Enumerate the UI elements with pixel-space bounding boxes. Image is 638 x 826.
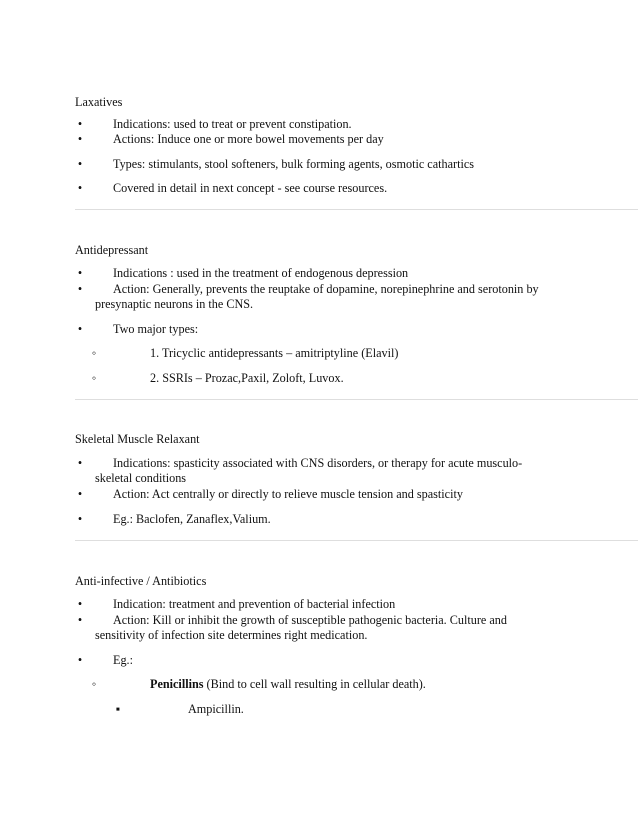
list-item-text: Two major types: <box>113 322 199 336</box>
list-item-text: Indication: treatment and prevention of bacterial infection <box>113 597 396 611</box>
list-item-text: Action: Act centrally or directly to relieve muscle tension and spasticity <box>113 487 463 501</box>
section-divider <box>75 399 638 400</box>
drug-class-penicillins: Penicillins <box>150 677 204 691</box>
list-item-text: Action: Kill or inhibit the growth of susceptible pathogenic bacteria. Culture and <box>113 613 507 627</box>
section-title-antidepressant: Antidepressant <box>75 243 149 257</box>
section-title-laxatives: Laxatives <box>75 95 123 109</box>
square-bullet-icon: ▪ <box>115 702 121 716</box>
drug-class-description: (Bind to cell wall resulting in cellular death). <box>203 677 426 691</box>
list-item-text: Indications : used in the treatment of endogenous depression <box>113 266 409 280</box>
list-item-text: Indications: used to treat or prevent constipation. <box>113 117 352 131</box>
list-item-text: Eg.: <box>113 653 133 667</box>
bullet-icon: • <box>77 613 83 627</box>
list-item-text: Eg.: Baclofen, Zanaflex,Valium. <box>113 512 271 526</box>
bullet-icon: • <box>77 322 83 336</box>
bullet-icon: • <box>77 157 83 171</box>
list-item-text: Ampicillin. <box>188 702 244 716</box>
bullet-icon: • <box>77 117 83 131</box>
list-item-text: sensitivity of infection site determines right medication. <box>95 628 368 642</box>
bullet-icon: • <box>77 282 83 296</box>
list-item-text: 1. Tricyclic antidepressants – amitriptyline (Elavil) <box>150 346 399 360</box>
bullet-icon: • <box>77 597 83 611</box>
list-item-text: Indications: spasticity associated with CNS disorders, or therapy for acute musculo- <box>113 456 523 470</box>
section-title-anti-infective: Anti-infective / Antibiotics <box>75 574 207 588</box>
bullet-icon: • <box>77 266 83 280</box>
section-divider <box>75 209 638 210</box>
list-item-text: presynaptic neurons in the CNS. <box>95 297 254 311</box>
bullet-icon: • <box>77 181 83 195</box>
list-item-text: 2. SSRIs – Prozac,Paxil, Zoloft, Luvox. <box>150 371 344 385</box>
list-item-text: skeletal conditions <box>95 471 187 485</box>
list-item-text: Actions: Induce one or more bowel movements per day <box>113 132 384 146</box>
list-item-text <box>150 677 426 692</box>
bullet-icon: • <box>77 653 83 667</box>
circle-bullet-icon: ◦ <box>91 677 97 691</box>
circle-bullet-icon: ◦ <box>91 346 97 360</box>
section-title-skeletal-muscle-relaxant: Skeletal Muscle Relaxant <box>75 432 200 446</box>
list-item-text: Types: stimulants, stool softeners, bulk forming agents, osmotic cathartics <box>113 157 474 171</box>
bullet-icon: • <box>77 487 83 501</box>
bullet-icon: • <box>77 512 83 526</box>
bullet-icon: • <box>77 132 83 146</box>
bullet-icon: • <box>77 456 83 470</box>
section-divider <box>75 540 638 541</box>
list-item-text: Action: Generally, prevents the reuptake of dopamine, norepinephrine and serotonin by <box>113 282 539 296</box>
list-item-text: Covered in detail in next concept - see course resources. <box>113 181 388 195</box>
circle-bullet-icon: ◦ <box>91 371 97 385</box>
